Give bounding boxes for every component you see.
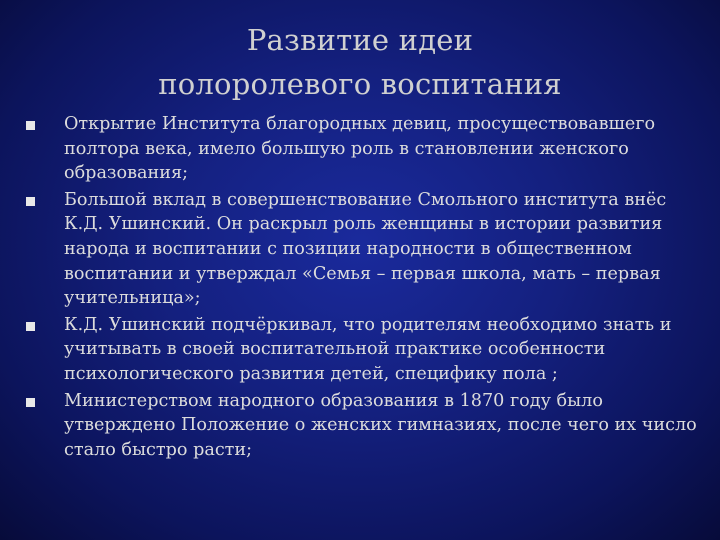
bullet-list xyxy=(22,112,702,464)
bullet-item xyxy=(22,389,702,463)
bullet-item xyxy=(22,313,702,387)
bullet-text: Министерством народного образования в 1870 году было утверждено Положение о женских гимназиях, после чего их число стало быстро расти; xyxy=(64,390,697,460)
slide-title xyxy=(40,18,680,106)
square-bullet-icon xyxy=(26,197,35,206)
title-line-2: полоролевого воспитания xyxy=(158,67,562,101)
title-line-1: Развитие идеи xyxy=(246,23,474,57)
bullet-item xyxy=(22,188,702,311)
square-bullet-icon xyxy=(26,121,35,130)
bullet-text: Открытие Института благородных девиц, просуществовавшего полтора века, имело большую роль в становлении женского образования; xyxy=(64,114,656,184)
square-bullet-icon xyxy=(26,398,35,407)
bullet-text: Большой вклад в совершенствование Смольного института внёс К.Д. Ушинский. Он раскрыл роль женщины в истории развития народа и воспитании с позиции народности в общественном воспитании и утверждал «Семья – первая школа, мать – первая учительница»; xyxy=(64,189,667,309)
bullet-text: К.Д. Ушинский подчёркивал, что родителям необходимо знать и учитывать в своей воспитательной практике особенности психологического развития детей, специфику пола ; xyxy=(64,314,672,384)
square-bullet-icon xyxy=(26,322,35,331)
bullet-item xyxy=(22,112,702,186)
